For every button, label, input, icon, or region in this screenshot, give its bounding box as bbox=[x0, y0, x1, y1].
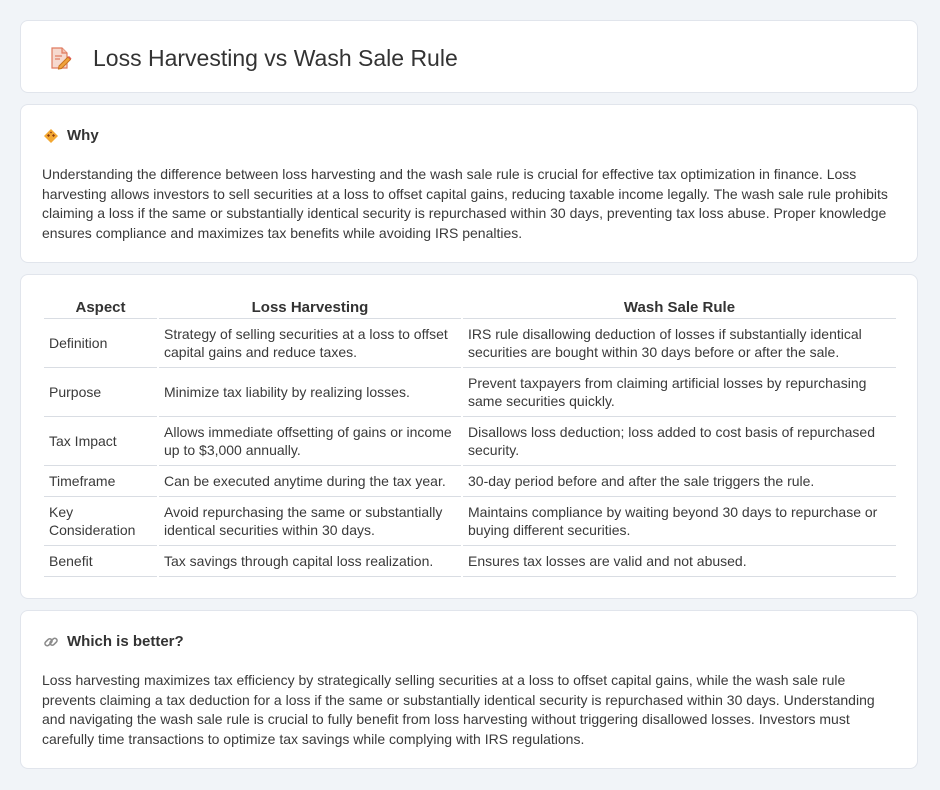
table-row bbox=[44, 546, 896, 577]
better-text: Loss harvesting maximizes tax efficiency by strategically selling securities at a loss to offset capital gains, while the wash sale rule prevents claiming a tax deduction for a loss if the same or substantially identical security is repurchased within 30 days. Understanding and navigating the wash sale rule is crucial to fully benefit from loss harvesting without triggering disallowed losses. Investors must carefully time transactions to optimize tax savings while complying with IRS regulations. bbox=[42, 672, 875, 747]
title-card bbox=[20, 20, 918, 93]
row-wash-sale-rule: Maintains compliance by waiting beyond 30 days to repurchase or buying different securities. bbox=[463, 497, 896, 546]
comparison-section bbox=[20, 274, 918, 599]
row-loss-harvesting: Tax savings through capital loss realization. bbox=[159, 546, 461, 577]
row-aspect: Benefit bbox=[44, 546, 157, 577]
why-section bbox=[20, 104, 918, 263]
link-icon bbox=[43, 634, 59, 650]
row-aspect: Key Consideration bbox=[44, 497, 157, 546]
row-wash-sale-rule: IRS rule disallowing deduction of losses if substantially identical securities are bought within 30 days before or after the sale. bbox=[463, 319, 896, 368]
table-row bbox=[44, 497, 896, 546]
row-aspect: Tax Impact bbox=[44, 417, 157, 466]
why-text: Understanding the difference between loss harvesting and the wash sale rule is crucial for effective tax optimization in finance. Loss harvesting allows investors to sell securities at a loss to offset capital gains, reducing taxable income legally. The wash sale rule prohibits claiming a loss if the same or substantially identical security is repurchased within 30 days, preventing tax loss abuse. Proper knowledge ensures compliance and maximizes tax benefits while avoiding IRS penalties. bbox=[42, 166, 888, 241]
table-header-row bbox=[44, 296, 896, 319]
table-row bbox=[44, 319, 896, 368]
title-row bbox=[47, 44, 458, 72]
row-wash-sale-rule: Ensures tax losses are valid and not abused. bbox=[463, 546, 896, 577]
table-row bbox=[44, 466, 896, 497]
why-heading bbox=[43, 127, 99, 144]
comparison-table bbox=[42, 296, 898, 577]
header-aspect: Aspect bbox=[44, 296, 157, 319]
why-heading-label: Why bbox=[67, 127, 99, 144]
row-loss-harvesting: Can be executed anytime during the tax year. bbox=[159, 466, 461, 497]
table-row bbox=[44, 368, 896, 417]
header-loss-harvesting: Loss Harvesting bbox=[159, 296, 461, 319]
diamond-shapes-icon bbox=[43, 128, 59, 144]
row-wash-sale-rule: Prevent taxpayers from claiming artificial losses by repurchasing same securities quickly. bbox=[463, 368, 896, 417]
row-aspect: Timeframe bbox=[44, 466, 157, 497]
row-loss-harvesting: Minimize tax liability by realizing losses. bbox=[159, 368, 461, 417]
table-row bbox=[44, 417, 896, 466]
which-is-better-section bbox=[20, 610, 918, 769]
row-aspect: Definition bbox=[44, 319, 157, 368]
header-wash-sale-rule: Wash Sale Rule bbox=[463, 296, 896, 319]
row-aspect: Purpose bbox=[44, 368, 157, 417]
row-loss-harvesting: Allows immediate offsetting of gains or income up to $3,000 annually. bbox=[159, 417, 461, 466]
document-pencil-icon bbox=[47, 45, 73, 71]
row-wash-sale-rule: 30-day period before and after the sale triggers the rule. bbox=[463, 466, 896, 497]
row-loss-harvesting: Strategy of selling securities at a loss to offset capital gains and reduce taxes. bbox=[159, 319, 461, 368]
page-title: Loss Harvesting vs Wash Sale Rule bbox=[93, 45, 458, 71]
better-heading-label: Which is better? bbox=[67, 633, 184, 650]
better-heading bbox=[43, 633, 184, 650]
row-loss-harvesting: Avoid repurchasing the same or substantially identical securities within 30 days. bbox=[159, 497, 461, 546]
row-wash-sale-rule: Disallows loss deduction; loss added to cost basis of repurchased security. bbox=[463, 417, 896, 466]
